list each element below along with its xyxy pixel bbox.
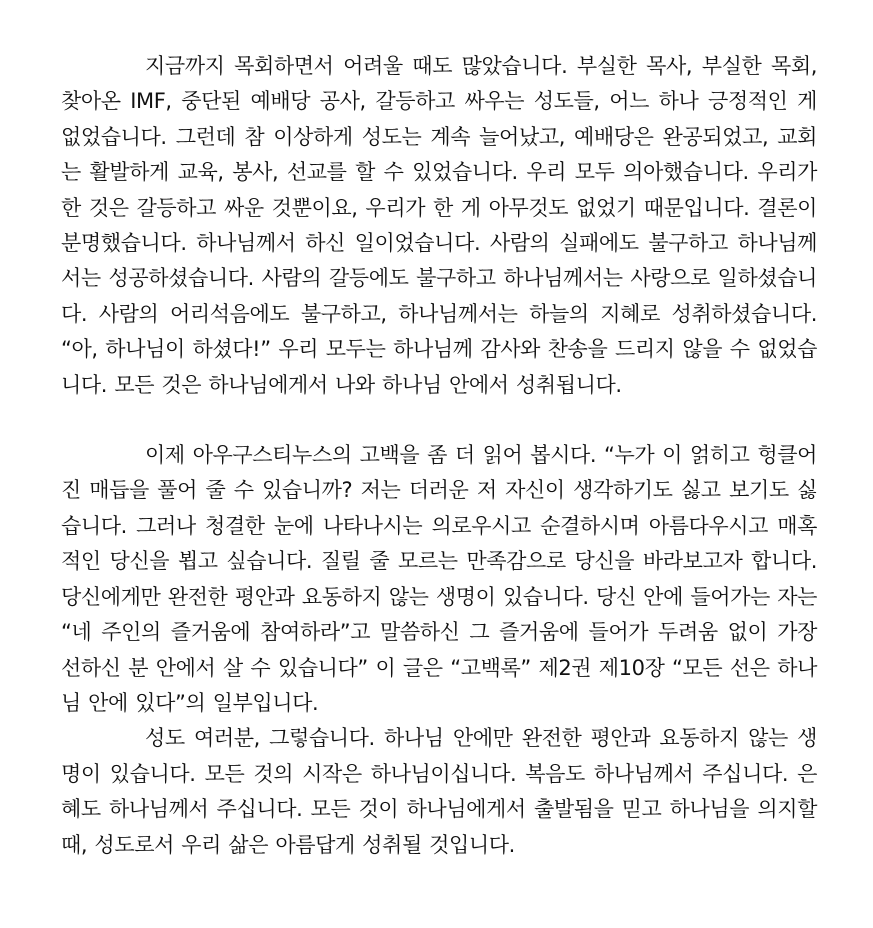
paragraph-2: 이제 아우구스티누스의 고백을 좀 더 읽어 봅시다. “누가 이 얽히고 헝클어진 매듭을 풀어 줄 수 있습니까? 저는 더러운 저 자신이 생각하기도 싫고 보기도 싫습니다. 그러나 청결한 눈에 나타나시는 의로우시고 순결하시며 아름다우시고 매혹적인 당신을 뵙고 싶습니다. 질릴 줄 모르는 만족감으로 당신을 바라보고자 합니다. 당신에게만 완전한 평안과 요동하지 않는 생명이 있습니다. 당신 안에 들어가는 자는 “네 주인의 즐거움에 참여하라”고 말씀하신 그 즐거움에 들어가 두려움 없이 가장 선하신 분 안에서 살 수 있습니다” 이 글은 “고백록” 제2권 제10장 “모든 선은 하나님 안에 있다”의 일부입니다. [61,443,817,715]
document-body [61,49,817,863]
paragraph-3: 성도 여러분, 그렇습니다. 하나님 안에만 완전한 평안과 요동하지 않는 생명이 있습니다. 모든 것의 시작은 하나님이십니다. 복음도 하나님께서 주십니다. 은혜도 하나님께서 주십니다. 모든 것이 하나님에게서 출발됨을 믿고 하나님을 의지할 때, 성도로서 우리 삶은 아름답게 성취될 것입니다. [61,726,817,857]
paragraph-1: 지금까지 목회하면서 어려울 때도 많았습니다. 부실한 목사, 부실한 목회, 찾아온 IMF, 중단된 예배당 공사, 갈등하고 싸우는 성도들, 어느 하나 긍정적인 게 없었습니다. 그런데 참 이상하게 성도는 계속 늘어났고, 예배당은 완공되었고, 교회는 활발하게 교육, 봉사, 선교를 할 수 있었습니다. 우리 모두 의아했습니다. 우리가 한 것은 갈등하고 싸운 것뿐이요, 우리가 한 게 아무것도 없었기 때문입니다. 결론이 분명했습니다. 하나님께서 하신 일이었습니다. 사람의 실패에도 불구하고 하나님께서는 성공하셨습니다. 사람의 갈등에도 불구하고 하나님께서는 사랑으로 일하셨습니다. 사람의 어리석음에도 불구하고, 하나님께서는 하늘의 지혜로 성취하셨습니다. “아, 하나님이 하셨다!” 우리 모두는 하나님께 감사와 찬송을 드리지 않을 수 없었습니다. 모든 것은 하나님에게서 나와 하나님 안에서 성취됩니다. [61,54,817,397]
